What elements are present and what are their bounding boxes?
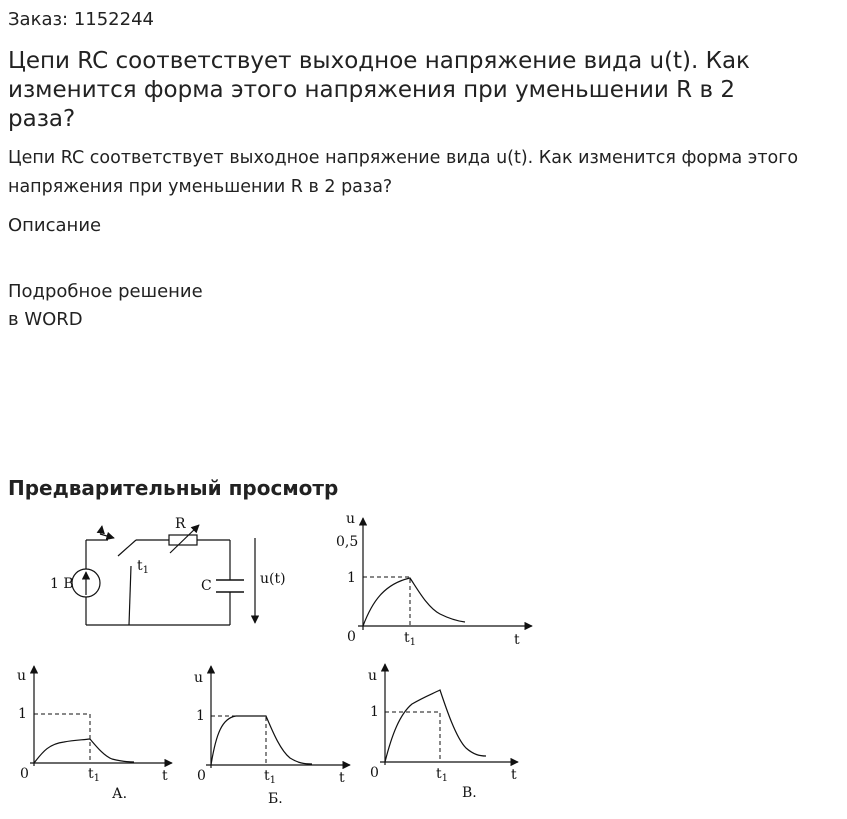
main-graph-level-label: 1 xyxy=(347,570,356,586)
svg-text:t: t xyxy=(511,767,517,783)
svg-text:0: 0 xyxy=(197,768,206,784)
preview-figure xyxy=(0,508,560,816)
voltage-source xyxy=(72,569,100,597)
main-graph xyxy=(336,511,532,648)
switch-blade xyxy=(118,540,136,556)
solution-info xyxy=(8,278,203,334)
svg-text:t1: $t_1$ xyxy=(436,766,449,784)
graph-a xyxy=(17,666,172,802)
svg-text:t1: $t_1$ xyxy=(264,768,277,786)
svg-text:1: 1 xyxy=(370,704,379,720)
svg-text:1: 1 xyxy=(18,706,27,722)
output-label: u(t) xyxy=(260,571,286,587)
graph-b xyxy=(194,666,350,807)
graph-b-caption: Б. xyxy=(268,791,283,807)
svg-text:u: u xyxy=(368,668,378,684)
graph-a-caption: А. xyxy=(112,786,128,802)
svg-text:t: t xyxy=(339,770,345,786)
main-graph-x-label: t xyxy=(514,632,520,648)
svg-text:1: 1 xyxy=(196,708,205,724)
order-number: Заказ: 1152244 xyxy=(8,9,154,30)
svg-text:0: 0 xyxy=(370,765,379,781)
preview-title: Предварительный просмотр xyxy=(8,476,339,500)
solution-line-2: в WORD xyxy=(8,309,83,330)
source-label: 1 В xyxy=(50,576,74,592)
svg-text:u: u xyxy=(194,670,204,686)
main-graph-origin-label: 0 xyxy=(347,629,356,645)
svg-text:t: t xyxy=(162,768,168,784)
resistor-label: R xyxy=(175,516,186,532)
solution-line-1: Подробное решение xyxy=(8,281,203,302)
main-graph-y-top-label: 0,5 xyxy=(336,534,359,550)
description-label: Описание xyxy=(8,215,102,236)
svg-text:u: u xyxy=(17,668,27,684)
switch-label: $t_1$ xyxy=(137,558,150,576)
svg-text:0: 0 xyxy=(20,766,29,782)
main-graph-t1-label: $t_1$ xyxy=(404,630,417,648)
rc-circuit xyxy=(86,526,230,625)
graph-c xyxy=(368,664,518,801)
capacitor xyxy=(216,580,244,592)
svg-text:t1: $t_1$ xyxy=(88,766,101,784)
capacitor-label: C xyxy=(201,578,212,594)
main-graph-y-label: u xyxy=(346,511,356,527)
graph-c-caption: В. xyxy=(462,785,477,801)
page-title: Цепи RC соответствует выходное напряжение вида u(t). Как изменится форма этого напряжения при уменьшении R в 2 раза? xyxy=(8,48,750,132)
question-text: Цепи RC соответствует выходное напряжение вида u(t). Как изменится форма этого напряжения при уменьшении R в 2 раза? xyxy=(8,148,799,197)
